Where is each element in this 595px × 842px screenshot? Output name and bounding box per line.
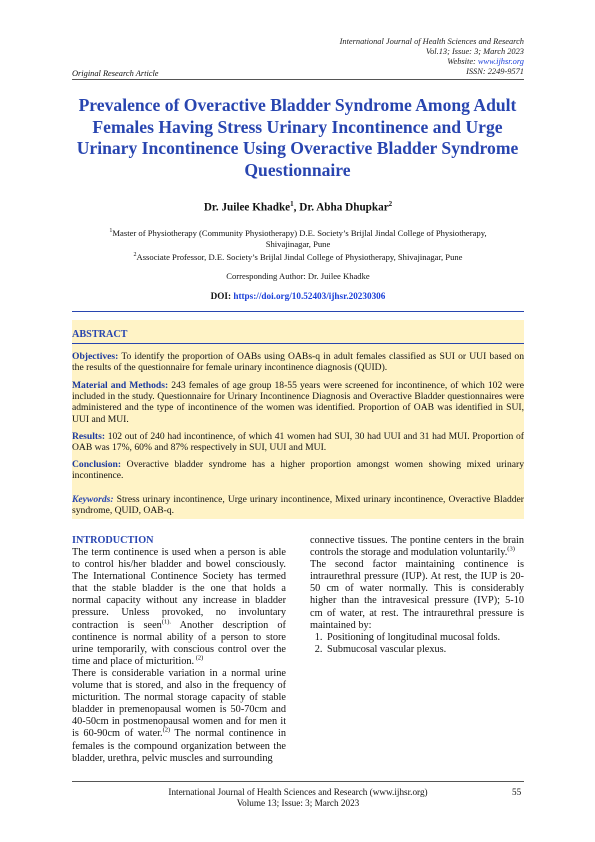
footer-volume: Volume 13; Issue: 3; March 2023 <box>236 798 360 808</box>
journal-name: International Journal of Health Sciences and Research <box>339 37 524 46</box>
doi: DOI: https://doi.org/10.52403/ijhsr.20230306 <box>210 291 386 301</box>
author-1: Dr. Juilee Khadke <box>203 201 291 214</box>
abstract-objectives: Objectives: To identify the proportion of OABs using OABs-q in adult females classified as SUI or UUI based on the results of the questionnaire for female urinary incontinence diagnosis (QUID). <box>72 351 524 374</box>
abstract-divider-top <box>72 311 524 312</box>
affiliation-1: $^1$Master of Physiotherapy (Community Physiotherapy) D.E. Society’s Brijlal Jindal College of Physiotherapy, Shivajinagar, Pune <box>109 227 487 249</box>
journal-website: Website: www.ijhsr.org <box>447 57 524 66</box>
footer-journal: International Journal of Health Sciences and Research (www.ijhsr.org) <box>168 787 428 797</box>
journal-header <box>340 37 524 77</box>
footer <box>72 787 524 809</box>
list-item: 1. Positioning of longitudinal mucosal folds. <box>325 632 524 644</box>
journal-issn: ISSN: 2249-9571 <box>466 67 524 76</box>
article-type: Original Research Article <box>72 69 159 78</box>
journal-volume: Vol.13; Issue: 3; March 2023 <box>425 47 524 56</box>
header-divider <box>72 79 524 80</box>
intro-paragraph-2: There is considerable variation in a normal urine volume that is stored, and also in the frequency of micturition. The normal storage capacity of stable bladder in premenopausal women is 50-70cm and 40-50cm in postmenopausal women and for men it is 60-90cm of water.$^{(2)}$ The normal continence in females is the compound organization between the bladder, urethra, pelvic muscles and surrounding <box>72 667 287 764</box>
list-item: 2. Submucosal vascular plexus. <box>325 644 524 656</box>
abstract-heading: ABSTRACT <box>72 329 128 340</box>
abstract-conclusion: Conclusion: Overactive bladder syndrome has a higher proportion amongst women showing mixed urinary incontinence. <box>72 459 524 482</box>
abstract-results: Results: 102 out of 240 had incontinence, of which 41 women had SUI, 30 had UUI and 31 had MUI. Proportion of OAB was 17%, 60% and 87% respectively in SUI, UUI and MUI. <box>72 431 524 454</box>
author-2: Dr. Abha Dhupkar <box>299 201 389 214</box>
page-number: 55 <box>512 787 522 797</box>
website-link[interactable]: www.ijhsr.org <box>477 57 524 66</box>
affiliation-2: $^2$Associate Professor, D.E. Society’s Brijlal Jindal College of Physiotherapy, Shivajinagar, Pune <box>133 251 463 262</box>
corresponding-author: Corresponding Author: Dr. Juilee Khadke <box>226 271 370 281</box>
author-list: Dr. Juilee Khadke$^1$, Dr. Abha Dhupkar$^2$ <box>203 200 393 214</box>
intro-column-left <box>72 547 286 765</box>
abstract-keywords: Keywords: Stress urinary incontinence, Urge urinary incontinence, Mixed urinary incontinence, Overactive Bladder syndrome, QUID, OAB-q. <box>72 494 524 517</box>
intro-heading: INTRODUCTION <box>72 535 154 546</box>
abstract-divider <box>72 343 524 344</box>
intro-paragraph-1: The term continence is used when a person is able to control his/her bladder and bowel consciously. The International Continence Society has termed that the stable bladder is the one that holds a normal capacity without any increase in bladder pressure. Unless provoked, no involuntary contraction is seen$^{(1).}$ Another description of continence is normal ability of a person to store urine temporarily, with conscious control over the time and place of micturition. $^{(2)}$ <box>72 547 286 667</box>
doi-link[interactable]: https://doi.org/10.52403/ijhsr.20230306 <box>233 291 386 301</box>
intro-paragraph-2-cont: connective tissues. The pontine centers in the brain controls the storage and modulation voluntarily.$^{(3)}$ <box>310 535 525 559</box>
footer-divider <box>72 781 524 782</box>
intro-column-right <box>310 535 524 656</box>
iup-factor-list <box>310 632 524 656</box>
intro-paragraph-4: The second factor maintaining continence is intraurethral pressure (IUP). At rest, the IUP is 20-50 cm of water normally. This is considerably higher than the intravesical pressure (IVP); 5-10 cm of water, at rest. The intraurethral pressure is maintained by: <box>310 559 524 631</box>
abstract-methods: Material and Methods: 243 females of age group 18-55 years were screened for incontinence, of which 102 were included in the study. Questionnaire for Urinary Incontinence Diagnosis and Overactive Bladder questionnaires were administered and the type of incontinence of the women was identified. Proportion of OAB was identified in SUI, UUI and MUI. <box>72 380 524 425</box>
paper-title: Prevalence of Overactive Bladder Syndrome Among Adult Females Having Stress Urinary Incontinence and Urge Urinary Incontinence Using Overactive Bladder Syndrome Questionnaire <box>76 95 519 180</box>
